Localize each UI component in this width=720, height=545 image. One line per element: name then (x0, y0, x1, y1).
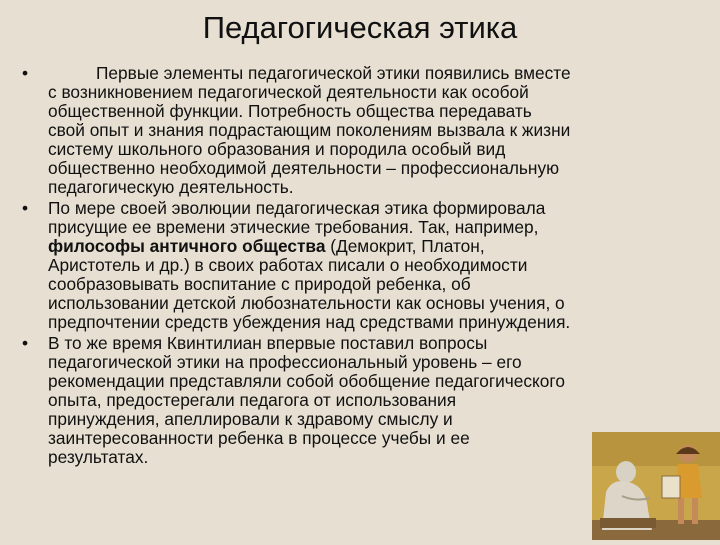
bullet-paragraph-1 (22, 64, 672, 197)
bullet-paragraph-3 (22, 334, 672, 467)
paragraph-line: систему школьного образования и породила особый вид (48, 139, 506, 159)
paragraph-line: общественной функции. Потребность общества передавать (48, 101, 532, 121)
paragraph-line: Аристотель и др.) в своих работах писали о необходимости (48, 255, 528, 275)
bold-phrase: философы античного общества (48, 236, 326, 256)
paragraph-line: педагогическую деятельность. (48, 177, 294, 197)
paragraph-line: предпочтении средств убеждения над средствами принуждения. (48, 312, 571, 332)
paragraph-line: педагогической этики на профессиональный уровень – его (48, 352, 522, 372)
illustration-svg (592, 432, 720, 540)
paragraph-line: По мере своей эволюции педагогическая этика формировала (48, 198, 546, 218)
paragraph-line: рекомендации представляли собой обобщение педагогического (48, 371, 565, 391)
paragraph-line: с возникновением педагогической деятельности как особой (48, 82, 529, 102)
bullet-icon: • (22, 333, 29, 353)
paragraph-line: присущие ее времени этические требования. Так, например, (48, 217, 539, 237)
slide-body (22, 64, 672, 467)
bullet-icon: • (22, 63, 29, 83)
bullet-paragraph-2 (22, 199, 672, 332)
paragraph-line: использовании детской любознательности как основы учения, о (48, 293, 565, 313)
slide-title: Педагогическая этика (202, 10, 518, 45)
bullet-icon: • (22, 198, 29, 218)
paragraph-line: заинтересованности ребенка в процессе учебы и ее (48, 428, 470, 448)
classical-teacher-student-illustration (592, 432, 720, 540)
after-bold-text: (Демокрит, Платон, (325, 236, 485, 256)
paragraph-line: свой опыт и знания подрастающим поколениям вызвала к жизни (48, 120, 571, 140)
paragraph-line: Первые элементы педагогической этики появились вместе (96, 63, 571, 83)
paragraph-line (48, 237, 672, 256)
paragraph-line: В то же время Квинтилиан впервые поставил вопросы (48, 333, 488, 353)
paragraph-line: сообразовывать воспитание с природой ребенка, об (48, 274, 471, 294)
paragraph-line: принуждения, апеллировали к здравому смыслу и (48, 409, 453, 429)
paragraph-line: результатах. (48, 447, 149, 467)
paragraph-line: общественно необходимой деятельности – профессиональную (48, 158, 560, 178)
paragraph-line: опыта, предостерегали педагога от использования (48, 390, 457, 410)
